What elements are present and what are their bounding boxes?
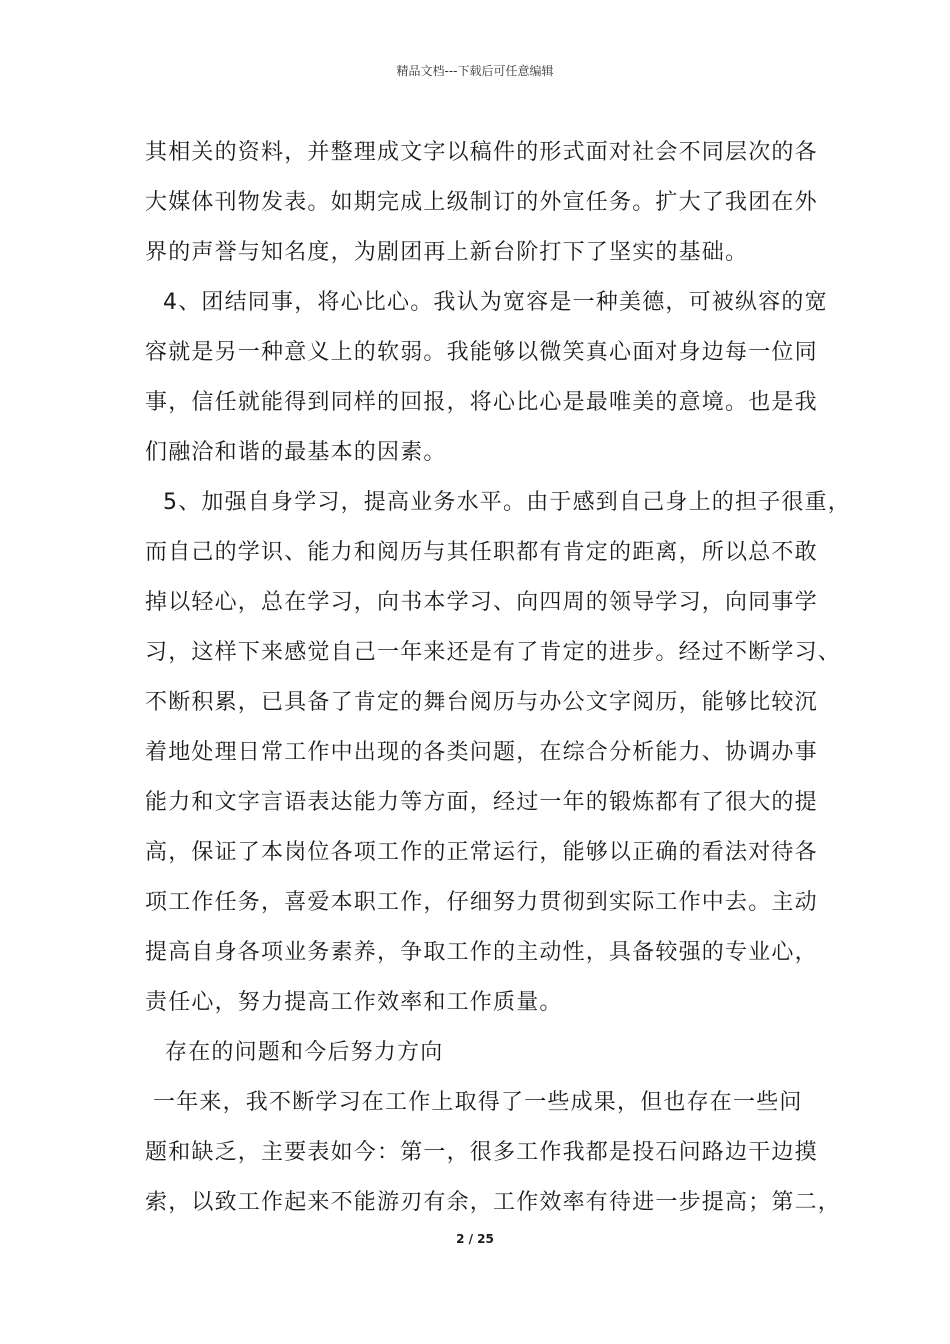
text-line: 高，保证了本岗位各项工作的正常运行，能够以正确的看法对待各 [145,840,818,865]
text-line: 事，信任就能得到同样的回报，将心比心是最唯美的意境。也是我 [145,390,818,415]
section-heading: 存在的问题和今后努力方向 [165,1040,444,1065]
page-number: 2 / 25 [456,1232,494,1246]
text-line: 题和缺乏，主要表如今：第一，很多工作我都是投石问路边干边摸 [145,1140,818,1165]
text-line: 着地处理日常工作中出现的各类问题，在综合分析能力、协调办事 [145,740,818,765]
text-line: 掉以轻心，总在学习，向书本学习、向四周的领导学习，向同事学 [145,590,818,615]
document-body [145,128,851,1228]
text-line: 容就是另一种意义上的软弱。我能够以微笑真心面对身边每一位同 [145,340,818,365]
text-line: 责任心，努力提高工作效率和工作质量。 [145,990,563,1015]
paragraph-start: 一年来，我不断学习在工作上取得了一些成果，但也存在一些问 [153,1090,803,1115]
text-line: 不断积累，已具备了肯定的舞台阅历与办公文字阅历，能够比较沉 [145,690,818,715]
text-line: 能力和文字言语表达能力等方面，经过一年的锻炼都有了很大的提 [145,790,818,815]
page-header: 精品文档---下载后可任意编辑 [396,64,554,78]
text-line: 们融洽和谐的最基本的因素。 [145,440,447,465]
paragraph-item-5-start: 5、加强自身学习，提高业务水平。由于感到自己身上的担子很重， [163,490,851,515]
text-line: 索，以致工作起来不能游刃有余，工作效率有待进一步提高；第二， [145,1190,842,1215]
text-line: 其相关的资料，并整理成文字以稿件的形式面对社会不同层次的各 [145,140,818,165]
text-line: 而自己的学识、能力和阅历与其任职都有肯定的距离，所以总不敢 [145,540,818,565]
text-line: 项工作任务，喜爱本职工作，仔细努力贯彻到实际工作中去。主动 [145,890,818,915]
text-line: 提高自身各项业务素养，争取工作的主动性，具备较强的专业心， [145,940,818,965]
paragraph-item-4-start: 4、团结同事，将心比心。我认为宽容是一种美德，可被纵容的宽 [163,290,828,315]
text-line: 大媒体刊物发表。如期完成上级制订的外宣任务。扩大了我团在外 [145,190,818,215]
text-line: 习，这样下来感觉自己一年来还是有了肯定的进步。经过不断学习、 [145,640,842,665]
text-line: 界的声誉与知名度，为剧团再上新台阶打下了坚实的基础。 [145,240,749,265]
